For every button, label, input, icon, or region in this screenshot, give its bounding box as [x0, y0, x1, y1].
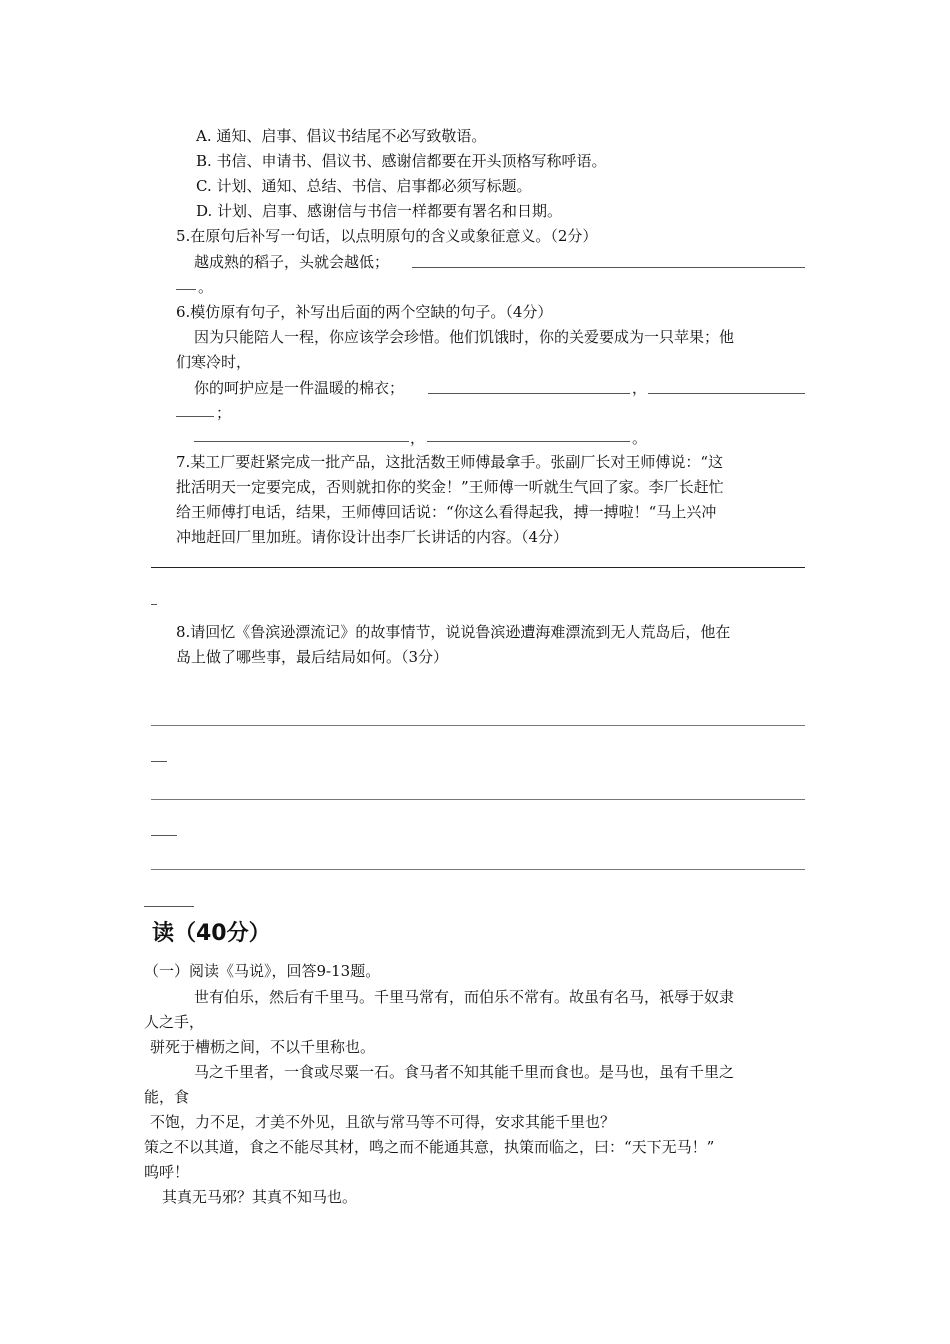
q5-answer-blank-cont[interactable] — [176, 289, 196, 290]
q5-prompt: 5.在原句后补写一句话，以点明原句的含义或象征意义。（2分） — [176, 227, 598, 245]
q4-option-a: A. 通知、启事、倡议书结尾不必写致敬语。 — [196, 127, 487, 145]
passage-p1-line3: 骈死于槽枥之间，不以千里称也。 — [150, 1038, 376, 1056]
q8-line2: 岛上做了哪些事，最后结局如何。（3分） — [176, 648, 449, 666]
q7-line3: 给王师傅打电话，结果，王师傅回话说：“你这么看得起我，搏一搏啦！“马上兴冲 — [176, 503, 717, 521]
q4-option-b: B. 书信、申请书、倡议书、感谢信都要在开头顶格写称呼语。 — [196, 152, 607, 170]
passage-p2-line1: 马之千里者，一食或尽粟一石。食马者不知其能千里而食也。是马也，虽有千里之 — [194, 1063, 735, 1081]
q7-line2: 批活明天一定要完成，否则就扣你的奖金！”王师傅一听就生气回了家。李厂长赶忙 — [176, 478, 724, 496]
q8-answer-line-1-cont[interactable] — [151, 761, 167, 762]
q7-answer-line-cont[interactable] — [151, 604, 157, 605]
q8-line1: 8.请回忆《鲁滨逊漂流记》的故事情节，说说鲁滨逊遭海难漂流到无人荒岛后，他在 — [176, 623, 731, 641]
passage-p3-line1: 策之不以其道，食之不能尽其材，鸣之而不能通其意，执策而临之，曰：“天下无马！” — [144, 1138, 715, 1156]
q6-line2: 们寒冷时， — [176, 353, 252, 371]
q6-blank-2-cont[interactable] — [176, 416, 214, 417]
q6-period: 。 — [632, 429, 648, 447]
q7-line4: 冲地赶回厂里加班。请你设计出李厂长讲话的内容。（4分） — [176, 528, 569, 546]
q6-semicolon: ； — [216, 404, 232, 422]
q8-answer-line-2[interactable] — [151, 799, 805, 800]
q8-answer-line-3-cont[interactable] — [144, 906, 194, 907]
passage-p2-line2: 能，食 — [144, 1088, 190, 1106]
q5-end-mark: 。 — [198, 278, 214, 296]
q6-comma-1: ， — [632, 379, 648, 397]
q5-given-sentence: 越成熟的稻子，头就会越低； — [194, 253, 390, 271]
q6-blank-1[interactable] — [428, 393, 630, 394]
q6-blank-4[interactable] — [427, 441, 630, 442]
q4-option-c: C. 计划、通知、总结、书信、启事都必须写标题。 — [196, 177, 532, 195]
q6-blank-3[interactable] — [194, 441, 409, 442]
passage-p2-line3: 不饱，力不足，才美不外见，且欲与常马等不可得，安求其能千里也？ — [150, 1113, 616, 1131]
q8-answer-line-2-cont[interactable] — [151, 835, 177, 836]
passage-p1-line1: 世有伯乐，然后有千里马。千里马常有，而伯乐不常有。故虽有名马，祇辱于奴隶 — [194, 988, 735, 1006]
q7-answer-line[interactable] — [151, 567, 805, 568]
section-title: 读（40分） — [152, 921, 271, 946]
q8-answer-line-3[interactable] — [151, 869, 805, 870]
q8-answer-line-1[interactable] — [151, 725, 805, 726]
q7-line1: 7.某工厂要赶紧完成一批产品，这批活数王师傅最拿手。张副厂长对王师傅说：“这 — [176, 453, 723, 471]
passage-p3-line2: 呜呼！ — [144, 1163, 190, 1181]
q5-answer-blank[interactable] — [412, 267, 805, 268]
q4-option-d: D. 计划、启事、感谢信与书信一样都要有署名和日期。 — [196, 202, 563, 220]
q6-blank-2[interactable] — [648, 393, 805, 394]
q6-prompt: 6.模仿原有句子，补写出后面的两个空缺的句子。（4分） — [176, 303, 553, 321]
q6-line3: 你的呵护应是一件温暖的棉衣； — [194, 379, 405, 397]
passage-p1-line2: 人之手， — [144, 1013, 205, 1031]
q6-line1: 因为只能陪人一程，你应该学会珍惜。他们饥饿时，你的关爱要成为一只苹果；他 — [194, 328, 735, 346]
reading-intro: （一）阅读《马说》，回答9-13题。 — [144, 962, 381, 980]
q6-comma-2: ， — [410, 429, 426, 447]
passage-p3-line3: 其真无马邪？其真不知马也。 — [162, 1188, 358, 1206]
